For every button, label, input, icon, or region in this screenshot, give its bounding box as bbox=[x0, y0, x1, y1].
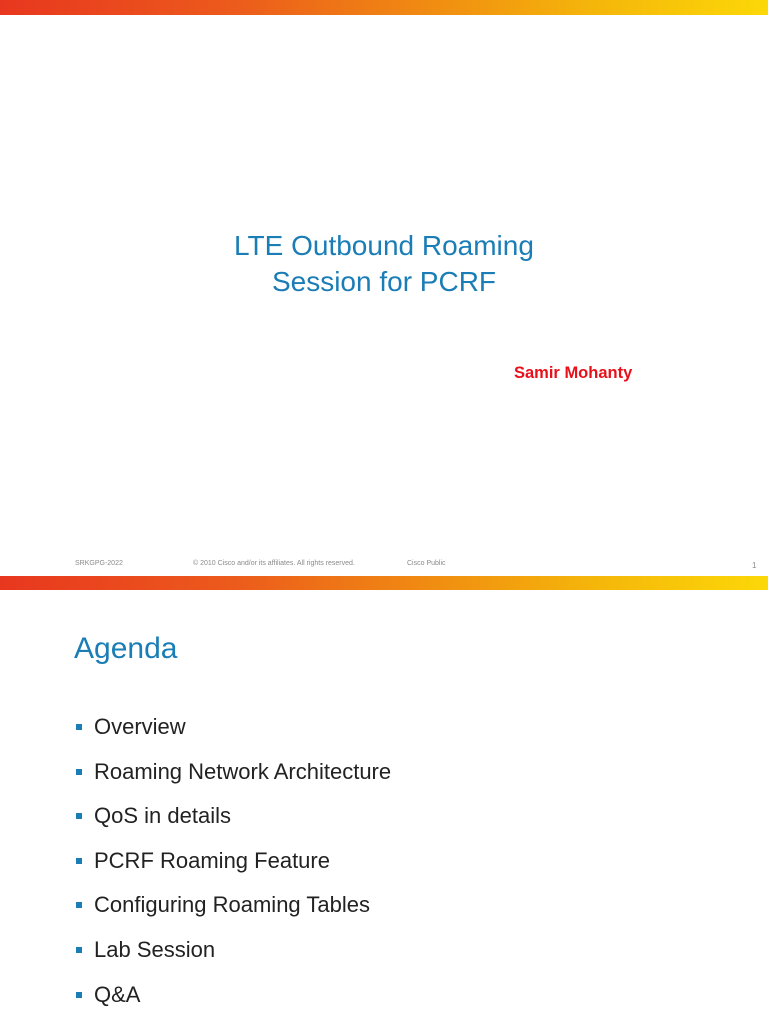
square-bullet-icon bbox=[76, 992, 82, 998]
agenda-item-label: Lab Session bbox=[94, 936, 216, 962]
square-bullet-icon bbox=[76, 947, 82, 953]
square-bullet-icon bbox=[76, 813, 82, 819]
slide-footer bbox=[0, 560, 768, 572]
square-bullet-icon bbox=[76, 769, 82, 775]
list-item bbox=[74, 757, 391, 802]
agenda-item-label: Overview bbox=[94, 714, 186, 739]
agenda-item-label: Q&A bbox=[94, 981, 141, 1007]
header-gradient-bar bbox=[0, 576, 768, 590]
footer-session-code: SRKGPG-2022 bbox=[75, 560, 123, 567]
agenda-slide bbox=[0, 576, 768, 1024]
agenda-title: Agenda bbox=[74, 632, 178, 665]
list-item bbox=[74, 712, 391, 757]
agenda-item-label: Configuring Roaming Tables bbox=[94, 892, 370, 918]
agenda-item-label: QoS in details bbox=[94, 803, 231, 829]
list-item bbox=[74, 801, 391, 846]
author-name: Samir Mohanty bbox=[514, 364, 633, 382]
square-bullet-icon bbox=[76, 902, 82, 908]
footer-copyright: © 2010 Cisco and/or its affiliates. All rights reserved. bbox=[193, 560, 355, 567]
square-bullet-icon bbox=[76, 858, 82, 864]
list-item bbox=[74, 935, 391, 980]
agenda-list bbox=[74, 712, 391, 1024]
slide-title bbox=[0, 228, 768, 300]
slide-title-line-2: Session for PCRF bbox=[271, 266, 497, 297]
list-item bbox=[74, 980, 391, 1024]
slide-title-line-1: LTE Outbound Roaming bbox=[234, 230, 534, 261]
list-item bbox=[74, 890, 391, 935]
agenda-item-label: Roaming Network Architecture bbox=[94, 758, 392, 784]
agenda-item-label: PCRF Roaming Feature bbox=[94, 847, 330, 873]
footer-page-number: 1 bbox=[752, 561, 757, 570]
header-gradient-bar bbox=[0, 0, 768, 15]
list-item bbox=[74, 846, 391, 891]
footer-classification: Cisco Public bbox=[407, 560, 446, 567]
square-bullet-icon bbox=[76, 724, 82, 730]
